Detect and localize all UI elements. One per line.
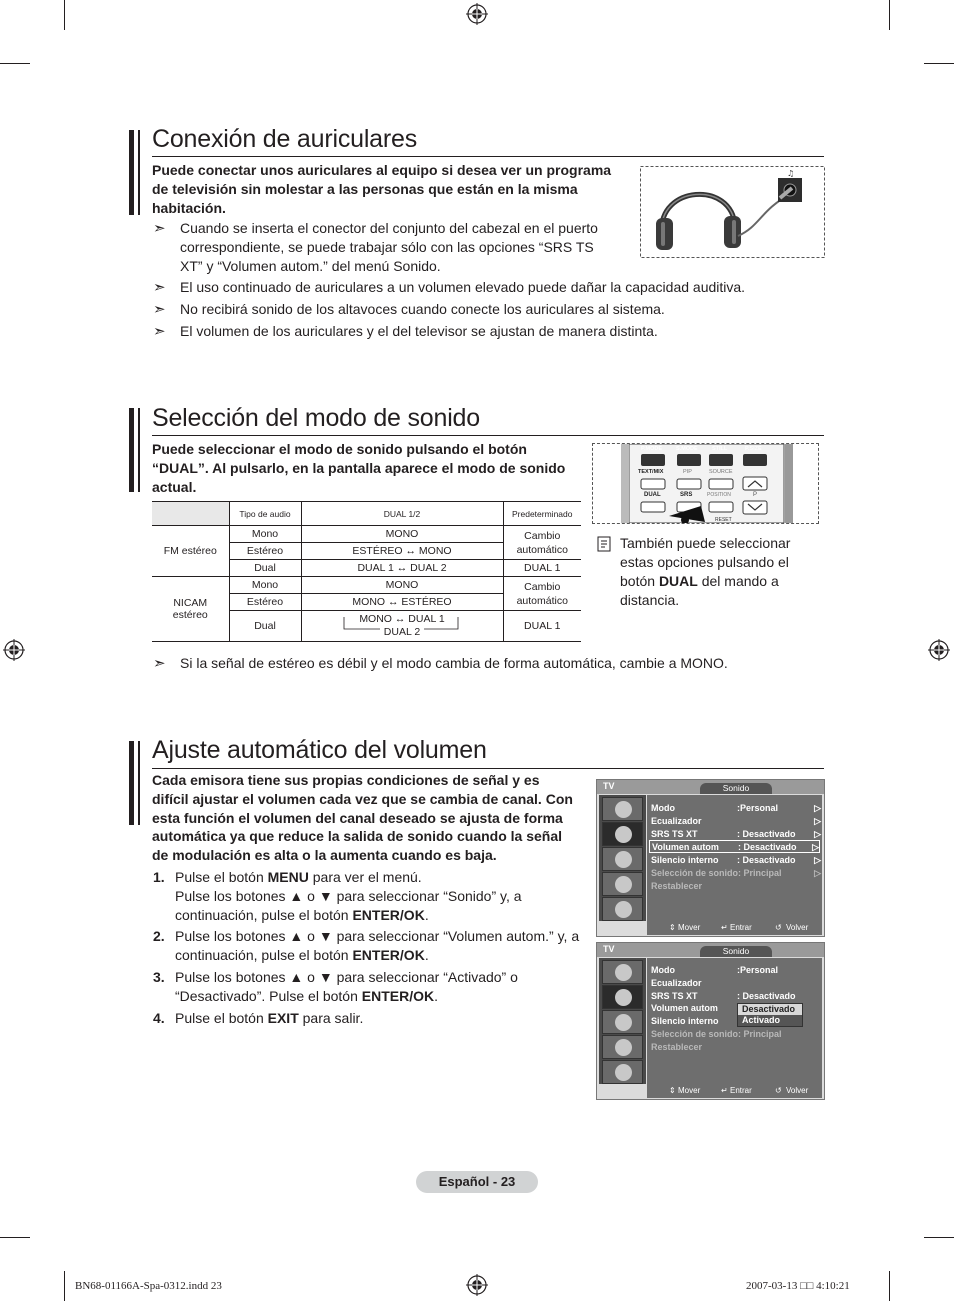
table-cell-line: automático	[516, 543, 568, 556]
svg-text:♫: ♫	[787, 169, 795, 178]
osd-row-restablecer[interactable]	[651, 1041, 821, 1054]
osd-key: Restablecer	[651, 1042, 703, 1052]
step-4	[153, 1009, 598, 1028]
intro-line: actual.	[152, 478, 197, 495]
table-cell: Dual	[229, 611, 301, 642]
section-rule	[152, 156, 824, 157]
osd-key: Silencio interno	[651, 855, 719, 865]
osd-row-restablecer[interactable]	[651, 880, 821, 893]
osd-key: Modo	[651, 965, 675, 975]
slug-filename: BN68-01166A-Spa-0312.indd 23	[75, 1280, 222, 1292]
note	[153, 654, 833, 673]
note	[153, 322, 833, 341]
note-line: No recibirá sonido de los altavoces cuando conecte los auriculares al sistema.	[180, 301, 665, 317]
step-line	[175, 868, 598, 887]
crop-mark	[0, 1237, 30, 1238]
osd-value: : Desactivado	[737, 855, 796, 865]
table-cell: DUAL 1 ↔ DUAL 2	[301, 560, 503, 577]
note	[153, 219, 623, 276]
registration-mark-icon	[466, 1274, 488, 1296]
triangle-right-icon: ▷	[814, 803, 821, 813]
return-icon: ↺	[775, 923, 782, 932]
osd-key: Restablecer	[651, 881, 703, 891]
table-cell	[503, 526, 581, 560]
triangle-right-icon: ▷	[814, 868, 821, 878]
registration-mark-icon	[928, 639, 950, 661]
osd-sidebar	[599, 958, 646, 1084]
osd-key: Volumen autom	[652, 842, 719, 852]
step-line	[175, 968, 598, 987]
table-group-label: FM estéreo	[152, 526, 229, 577]
step-number: 3.	[153, 969, 165, 985]
table-cell: DUAL 1	[503, 560, 581, 577]
table-row	[152, 577, 581, 594]
section-intro	[152, 440, 582, 496]
osd-row-seleccion[interactable]	[651, 1028, 821, 1041]
crop-mark	[64, 1271, 65, 1301]
crop-mark	[889, 0, 890, 30]
section-title: Ajuste automático del volumen	[152, 736, 487, 764]
note-arrow-icon: ➣	[153, 279, 166, 296]
table-header-cell: Tipo de audio	[229, 502, 301, 526]
step-number: 2.	[153, 928, 165, 944]
table-cell-line: Cambio	[524, 529, 561, 542]
side-note-line: distancia.	[620, 592, 680, 608]
note-line: Cuando se inserta el conector del conjunto del cabezal en el puerto	[180, 220, 598, 236]
table-group-label: NICAM estéreo	[152, 577, 229, 642]
table-cell: Estéreo	[229, 594, 301, 611]
section-intro	[152, 771, 592, 865]
setup-menu-icon[interactable]	[602, 1035, 643, 1059]
intro-line: habitación.	[152, 199, 226, 216]
intro-line: de modulación es alta o la aumenta cuando es baja.	[152, 847, 497, 864]
remote-label: STILL	[712, 446, 728, 452]
side-note	[620, 534, 830, 610]
intro-line: difícil ajustar el volumen cada vez que se cambia de canal. Con	[152, 790, 573, 807]
intro-line: Puede seleccionar el modo de sonido pulsando el botón	[152, 441, 527, 457]
note-arrow-icon: ➣	[153, 655, 166, 672]
table-cell: Mono	[229, 577, 301, 594]
table-cell: DUAL 1	[503, 611, 581, 642]
table-header-cell: DUAL 1/2	[301, 502, 503, 526]
table-row	[152, 526, 581, 543]
osd-footer-return: Volver	[786, 923, 809, 932]
section-intro	[152, 161, 632, 217]
step-text: Pulse los botones ▲ o ▼ para seleccionar “Volumen autom.” y, a	[175, 928, 580, 944]
osd-key: Volumen autom	[651, 1003, 718, 1013]
section-bar	[129, 741, 134, 825]
enter-icon: ↵	[721, 923, 728, 932]
side-note-line: estas opciones pulsando el	[620, 554, 789, 570]
osd-value: :Personal	[737, 803, 779, 813]
osd-tv-label: TV	[603, 944, 615, 954]
cycle-bracket-icon	[340, 617, 464, 635]
picture-menu-icon[interactable]	[602, 797, 643, 821]
remote-label: P	[753, 492, 758, 498]
intro-line: Cada emisora tiene sus propias condiciones de señal y es	[152, 772, 540, 788]
step-2	[153, 927, 598, 965]
note	[153, 300, 833, 319]
remote-label: RESET	[715, 517, 732, 523]
osd-value: : Desactivado	[737, 991, 796, 1001]
remote-label: TEXT/MIX	[638, 469, 664, 475]
osd-key: Ecualizador	[651, 978, 702, 988]
triangle-right-icon: ▷	[814, 829, 821, 839]
remote-label: S.MODE	[676, 446, 698, 452]
step-line	[175, 1009, 598, 1028]
intro-line: automática ya que reduce la salida de sonido cuando la señal	[152, 828, 563, 845]
osd-key: Selección de sonido: Principal	[651, 868, 782, 878]
step-bold: ENTER/OK	[361, 988, 435, 1004]
remote-label: P.SIZE	[745, 446, 762, 452]
sound-mode-table	[152, 501, 581, 642]
osd-row-silencio[interactable]	[651, 854, 821, 867]
intro-line: “DUAL”. Al pulsarlo, en la pantalla aparece el modo de sonido	[152, 459, 566, 476]
osd-key: Modo	[651, 803, 675, 813]
osd-tab-sound[interactable]: Sonido	[700, 946, 772, 957]
step-text: Pulse los botones ▲ o ▼ para seleccionar “Activado” o	[175, 969, 518, 985]
side-note-text: botón	[620, 573, 659, 589]
step-bold: ENTER/OK	[352, 947, 425, 963]
table-header-blank	[152, 502, 229, 526]
step-text: para ver el menú.	[308, 869, 422, 885]
osd-menu-sound-popup	[596, 942, 825, 1100]
memo-note-icon	[597, 536, 611, 552]
step-bold: ENTER/OK	[352, 907, 425, 923]
osd-key: Selección de sonido: Principal	[651, 1029, 782, 1039]
section-bar	[138, 741, 140, 825]
osd-footer	[647, 921, 822, 935]
osd-row-modo[interactable]	[651, 964, 821, 977]
step-text: Pulse los botones ▲ o ▼ para seleccionar “Sonido” y, a	[175, 888, 522, 904]
section-bar	[138, 408, 140, 492]
step-text: .	[424, 907, 429, 923]
note	[153, 278, 833, 297]
table-cell-line: MONO ↔ DUAL 1	[359, 613, 445, 625]
step-line	[175, 887, 598, 906]
table-cell: MONO	[301, 526, 503, 543]
osd-key: SRS TS XT	[651, 829, 698, 839]
section-title: Conexión de auriculares	[152, 125, 418, 153]
table-header-cell: Predeterminado	[503, 502, 581, 526]
note-line: correspondiente, se puede trabajar sólo con las opciones “SRS TS	[180, 239, 594, 255]
remote-label: SOURCE	[709, 469, 733, 475]
triangle-right-icon: ▷	[814, 855, 821, 865]
osd-sidebar	[599, 795, 646, 921]
table-cell-line: Cambio	[524, 580, 561, 593]
step-text: para salir.	[298, 1010, 364, 1026]
setup-menu-icon[interactable]	[602, 872, 643, 896]
headphones-illustration-icon	[640, 166, 825, 258]
step-text: .	[424, 947, 429, 963]
remote-illustration	[592, 443, 819, 524]
step-line	[175, 927, 598, 946]
remote-label: P.MODE	[641, 446, 662, 452]
osd-value: :Personal	[737, 965, 779, 975]
remote-label: DUAL	[644, 492, 661, 498]
section-rule	[152, 435, 824, 436]
move-icon: ⇕	[669, 1086, 676, 1095]
crop-mark	[64, 0, 65, 30]
input-menu-icon[interactable]	[602, 1060, 643, 1084]
osd-row-ecualizador[interactable]	[651, 977, 821, 990]
note-arrow-icon: ➣	[153, 220, 166, 237]
osd-footer-move: Mover	[678, 923, 701, 932]
remote-label: SRS	[680, 492, 693, 498]
enter-icon: ↵	[721, 1086, 728, 1095]
step-text: continuación, pulse el botón	[175, 947, 353, 963]
osd-option-activado[interactable]: Activado	[738, 1015, 802, 1026]
table-cell: ESTÉREO ↔ MONO	[301, 543, 503, 560]
intro-line: esta función el volumen del canal deseado se ajusta de forma	[152, 809, 563, 826]
step-text: “Desactivado”. Pulse el botón	[175, 988, 362, 1004]
step-3	[153, 968, 598, 1006]
crop-mark	[0, 63, 30, 64]
step-text: Pulse el botón	[175, 869, 268, 885]
step-bold: MENU	[267, 869, 309, 885]
sound-menu-icon[interactable]	[602, 822, 643, 846]
note-arrow-icon: ➣	[153, 323, 166, 340]
remote-label: PIP	[683, 469, 692, 475]
table-cell: Estéreo	[229, 543, 301, 560]
crop-mark	[924, 1237, 954, 1238]
registration-mark-icon	[466, 3, 488, 25]
table-cell	[503, 577, 581, 611]
table-cell	[301, 611, 503, 642]
sound-menu-icon[interactable]	[602, 985, 643, 1009]
registration-mark-icon	[3, 639, 25, 661]
osd-tv-label: TV	[603, 781, 615, 791]
section-bar	[138, 130, 140, 215]
section-bar	[129, 130, 134, 215]
section-rule	[152, 768, 824, 769]
slug-timestamp: 2007-03-13 □□ 4:10:21	[746, 1280, 850, 1292]
step-text: .	[434, 988, 438, 1004]
step-number: 4.	[153, 1010, 165, 1026]
triangle-right-icon: ▷	[814, 816, 821, 826]
side-note-text: del mando a	[697, 573, 779, 589]
crop-mark	[924, 63, 954, 64]
step-bold: EXIT	[267, 1010, 299, 1026]
table-cell: Dual	[229, 560, 301, 577]
note-line: Si la señal de estéreo es débil y el modo cambia de forma automática, cambie a MONO.	[180, 655, 728, 671]
osd-row-volumen-autom[interactable]	[649, 840, 820, 853]
return-icon: ↺	[775, 1086, 782, 1095]
side-note-line: También puede seleccionar	[620, 535, 791, 551]
page-number: Español - 23	[416, 1171, 538, 1193]
step-1	[153, 868, 598, 925]
input-menu-icon[interactable]	[602, 897, 643, 921]
triangle-right-icon: ▷	[812, 842, 819, 852]
osd-main	[647, 795, 822, 921]
table-cell: MONO ↔ ESTÉREO	[301, 594, 503, 611]
osd-footer-return: Volver	[786, 1086, 809, 1095]
osd-key: Ecualizador	[651, 816, 702, 826]
osd-footer-enter: Entrar	[730, 1086, 752, 1095]
step-number: 1.	[153, 869, 165, 885]
osd-key: Silencio interno	[651, 1016, 719, 1026]
osd-menu-sound	[596, 779, 825, 937]
note-line: El volumen de los auriculares y el del televisor se ajustan de manera distinta.	[180, 323, 658, 339]
table-cell: Mono	[229, 526, 301, 543]
channel-menu-icon[interactable]	[602, 847, 643, 871]
osd-footer-enter: Entrar	[730, 923, 752, 932]
step-line	[175, 906, 598, 925]
osd-main	[647, 958, 822, 1084]
step-line	[175, 987, 598, 1006]
remote-body-icon	[593, 444, 818, 523]
osd-tab-sound[interactable]: Sonido	[700, 783, 772, 794]
osd-row-ecualizador[interactable]	[651, 815, 821, 828]
osd-value: : Desactivado	[738, 842, 797, 852]
section-title: Selección del modo de sonido	[152, 404, 480, 432]
remote-label: POSITION	[707, 492, 731, 498]
osd-row-seleccion[interactable]	[651, 867, 821, 880]
step-text: continuación, pulse el botón	[175, 907, 353, 923]
step-text: Pulse el botón	[175, 1010, 268, 1026]
note-line: El uso continuado de auriculares a un volumen elevado puede dañar la capacidad auditiva.	[180, 279, 746, 295]
table-cell-line: automático	[516, 594, 568, 607]
note-line: XT” y “Volumen autom.” del menú Sonido.	[180, 258, 441, 274]
intro-line: de televisión sin molestar a las personas que están en la misma	[152, 180, 578, 197]
osd-footer	[647, 1084, 822, 1098]
table-header-row	[152, 502, 581, 526]
intro-line: Puede conectar unos auriculares al equipo si desea ver un programa	[152, 162, 612, 178]
side-note-bold: DUAL	[658, 573, 698, 589]
crop-mark	[889, 1271, 890, 1301]
side-note-line	[620, 572, 830, 591]
osd-footer-move: Mover	[678, 1086, 701, 1095]
table-cell-line: DUAL 2	[383, 626, 421, 638]
table-cell: MONO	[301, 577, 503, 594]
osd-key: SRS TS XT	[651, 991, 698, 1001]
section-bar	[129, 408, 134, 492]
osd-value: : Desactivado	[737, 829, 796, 839]
osd-row-modo[interactable]	[651, 802, 821, 815]
note-arrow-icon: ➣	[153, 301, 166, 318]
move-icon: ⇕	[669, 923, 676, 932]
channel-menu-icon[interactable]	[602, 1010, 643, 1034]
osd-popup-options	[737, 1003, 803, 1027]
osd-option-desactivado[interactable]: Desactivado	[742, 1004, 796, 1014]
step-line	[175, 946, 598, 965]
picture-menu-icon[interactable]	[602, 960, 643, 984]
